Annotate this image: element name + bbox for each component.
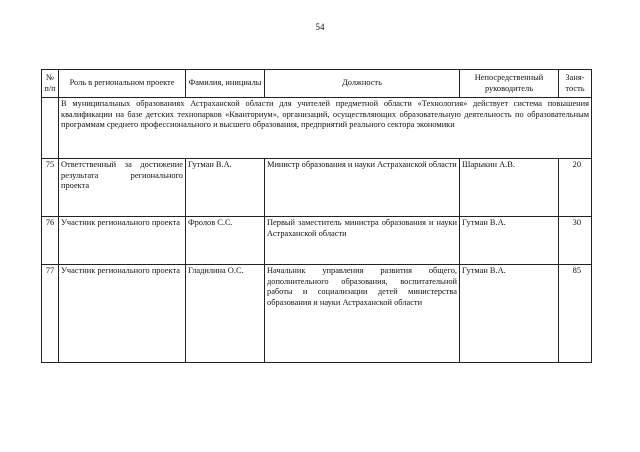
row-supervisor: Гутман В.А. [460, 265, 559, 363]
row-num: 77 [42, 265, 59, 363]
row-role: Ответственный за достижение результата регионального проекта [59, 159, 186, 217]
row-role: Участник регионального проекта [59, 265, 186, 363]
header-name: Фамилия, инициалы [186, 70, 265, 98]
table-header-row [42, 70, 592, 98]
row-name: Гладилина О.С. [186, 265, 265, 363]
row-num: 75 [42, 159, 59, 217]
row-supervisor: Гутман В.А. [460, 217, 559, 265]
page-number: 54 [315, 22, 325, 32]
row-position: Первый заместитель министра образования и науки Астраханской области [265, 217, 460, 265]
row-role: Участник регионального проекта [59, 217, 186, 265]
table-row [42, 159, 592, 217]
section-row [42, 98, 592, 159]
header-role: Роль в региональном проекте [59, 70, 186, 98]
table-row [42, 265, 592, 363]
section-text: В муниципальных образованиях Астраханской области для учителей предметной области «Технология» действует система повышения квалификации на базе детских технопарков «Кванториум», организаций, осуществляющих образовательную деятельность по образовательным программам среднего профессионального и высшего образования, предприятий реального сектора экономики [59, 98, 592, 159]
header-workload: Заня-тость [559, 70, 592, 98]
header-num: № п/п [42, 70, 59, 98]
row-workload: 20 [559, 159, 592, 217]
row-name: Гутман В.А. [186, 159, 265, 217]
project-participants-table [41, 69, 592, 363]
row-supervisor: Шарыкин А.В. [460, 159, 559, 217]
row-position: Министр образования и науки Астраханской области [265, 159, 460, 217]
header-supervisor: Непосредственный руководитель [460, 70, 559, 98]
row-workload: 85 [559, 265, 592, 363]
row-position: Начальник управления развития общего, дополнительного образования, воспитательной работы и социализации детей министерства образования и науки Астраханской области [265, 265, 460, 363]
row-workload: 30 [559, 217, 592, 265]
table-row [42, 217, 592, 265]
header-position: Должность [265, 70, 460, 98]
row-num: 76 [42, 217, 59, 265]
row-name: Фролов С.С. [186, 217, 265, 265]
